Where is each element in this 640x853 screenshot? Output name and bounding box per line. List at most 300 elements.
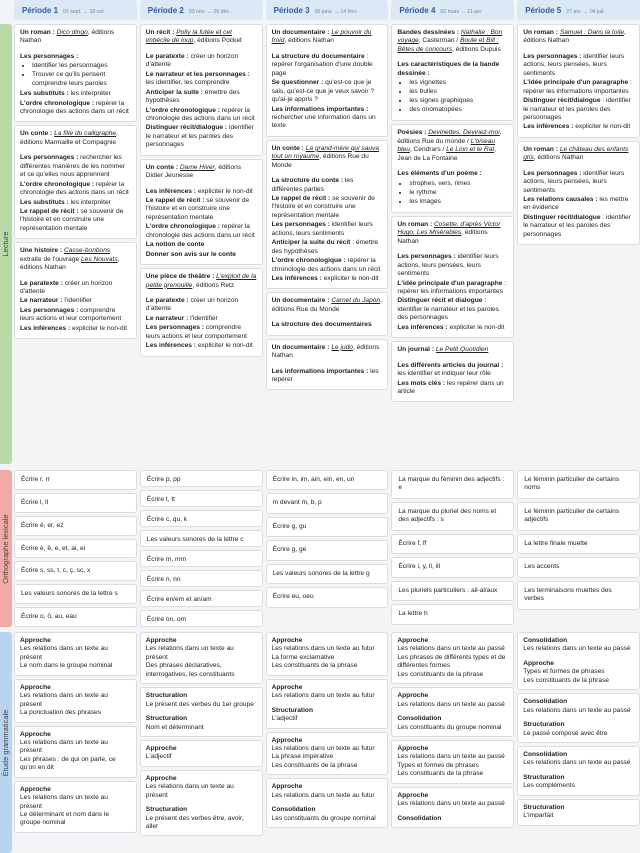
grammar-item: L'adjectif xyxy=(145,753,172,761)
spelling-card[interactable]: m devant m, b, p xyxy=(266,493,389,513)
lecture-col-4 xyxy=(391,24,514,464)
skill-label: Les inférences : xyxy=(145,342,197,350)
section-label-gram xyxy=(0,632,12,853)
spelling-card[interactable]: Écrire l, ll xyxy=(14,493,137,513)
reading-card[interactable]: Un récit : Polly la futée et cet imbécile de loup, éditions Pocket Le paratexte : créer un horizon d'attente Le narrateur et les personnages : les identifier, les comprendre Anticiper la suite : émettre des hypothèses L'ordre chronologique : repérer la chronologie des actions dans un récit Distinguer récit/dialogue : identifier le narrateur et les paroles des personnages xyxy=(140,24,263,156)
skill-text: identifier leurs actions, leurs pensées, leurs sentiments xyxy=(523,169,625,194)
skill-label: L'ordre chronologique : xyxy=(20,99,95,107)
skill-label: La structure des documentaires xyxy=(271,321,372,329)
grammar-stage: Approche xyxy=(145,637,177,644)
grammar-stage: Approche xyxy=(397,637,429,644)
skill-text: identifier leurs actions, leurs pensées, leurs sentiments xyxy=(397,253,499,278)
publisher: , éditions Rue du Monde xyxy=(271,153,369,169)
spelling-card[interactable]: Écrire in, im, ain, ein, en, un xyxy=(266,470,389,490)
grammar-stage: Consolidation xyxy=(397,715,442,723)
grammar-card[interactable] xyxy=(266,778,389,828)
skill-label: Le rappel de récit : xyxy=(271,195,331,202)
grammar-card[interactable] xyxy=(266,632,389,676)
grammar-stage: Structuration xyxy=(271,706,313,714)
skill-label: Les différents articles du journal : xyxy=(397,361,504,369)
reading-card[interactable]: Un roman : Samuel : Dans la toile, éditions Nathan Les personnages : identifier leurs actions, leurs pensées, leurs sentiments L'idée principale d'un paragraphe : repérer les informations importantes Distinguer récit/dialogue : identifier le narrateur et les paroles des personnages Les inférences : expliciter le non-dit xyxy=(517,24,640,138)
skill-text: l'identifier xyxy=(62,297,92,305)
period-dates: 27 avr. → 04 juil. xyxy=(566,9,605,15)
reading-card[interactable]: Un documentaire : Carnet du Japon, éditions Rue du Monde La structure des documentaires xyxy=(266,292,389,335)
lecture-col-5 xyxy=(517,24,640,464)
skill-text: l'identifier xyxy=(188,314,218,322)
ortho-col-4 xyxy=(391,470,514,627)
grammar-item: Les relations dans un texte au futur xyxy=(271,791,375,799)
skill-text: les identifier et indiquer leur rôle xyxy=(397,370,491,378)
section-label-text: Orthographe lexicale xyxy=(1,513,11,584)
grammar-stage: Consolidation xyxy=(523,637,568,644)
card-title: Un conte xyxy=(271,144,300,152)
publisher: , éditions Nathan xyxy=(20,29,115,45)
skill-label: Les personnages : xyxy=(20,52,79,60)
grammar-item: Les relations dans un texte au présent xyxy=(20,738,108,755)
grammar-item: La phrase impérative xyxy=(271,753,334,761)
skill-text: les mettre en évidence xyxy=(523,196,629,212)
grammar-card[interactable] xyxy=(140,632,263,684)
book-title[interactable]: Carnet du Japon xyxy=(331,297,381,305)
list-item: • les bulles xyxy=(409,88,508,96)
grammar-stage: Approche xyxy=(271,736,303,744)
skill-label: Les personnages : xyxy=(271,221,330,229)
grammar-card[interactable] xyxy=(140,687,263,737)
reading-card[interactable]: Un roman : Dico dingo, éditions Nathan Les personnages : • Identifier les personnages • Trouver ce qu'ils pensent comprendre leurs paroles Les substituts : les interpréter L'ordre chronologique : repérer la chronologie des actions dans un récit xyxy=(14,24,137,122)
skill-label: Anticiper la suite du récit xyxy=(271,239,351,247)
reading-card[interactable] xyxy=(391,24,514,121)
skill-text: expliciter le non-dit xyxy=(573,123,631,131)
book-title[interactable]: Le château des enfants gris xyxy=(523,145,629,162)
period-dates: 01 sept. → 18 oct. xyxy=(63,9,106,15)
reading-card[interactable]: Un conte : La fille du calligraphe, éditions Marmaille et Compagnie Les personnages : rechercher les différentes manières de les nommer et ce qu'elles nous apprennent L'ordre chronologique : repérer la chronologie des actions dans un récit Les substituts : les interpréter Le rappel de récit : se souvenir de l'histoire et en construire une représentation mentale xyxy=(14,125,137,239)
period-4-header[interactable] xyxy=(391,0,514,20)
grammar-card[interactable] xyxy=(14,632,137,676)
skill-label: La structure du conte : xyxy=(271,177,344,185)
spelling-card[interactable]: Écrire r, rr xyxy=(14,470,137,490)
grammar-card[interactable] xyxy=(517,632,640,690)
grammar-card[interactable] xyxy=(391,687,514,737)
skill-label: Les informations importantes : xyxy=(271,367,369,375)
spelling-card[interactable]: Écrire p, pp xyxy=(140,470,263,487)
spelling-card[interactable]: Les terminaisons muettes des verbes xyxy=(517,581,640,610)
skill-label: Se questionner : xyxy=(271,79,324,87)
grammar-item: Les relations dans un texte au présent xyxy=(20,645,108,661)
skill-label: Les informations importantes : xyxy=(271,105,369,113)
card-title: Une histoire xyxy=(20,247,59,255)
reading-card[interactable]: Un journal : Le Petit Quotidien Les différents articles du journal : les identifier et indiquer leur rôle Les mots clés : les repérer dans un article xyxy=(391,341,514,402)
reading-card[interactable]: Une pièce de théâtre : L'exploit de la petite grenouille, éditions Retz Le paratexte : créer un horizon d'attente Le narrateur : l'identifier Les personnages : comprendre leurs actions et leur comportement Les inférences : expliciter le non-dit xyxy=(140,268,263,357)
section-label-text: Lecture xyxy=(1,231,11,257)
publisher: , éditions Didier Jeunesse xyxy=(145,163,242,180)
grammar-item: Nom et déterminant xyxy=(145,723,204,731)
ortho-col-1 xyxy=(14,470,137,627)
skill-label: Les mots clés : xyxy=(397,379,446,387)
skill-label: Les caractéristiques de la bande dessinée : xyxy=(397,61,500,77)
skill-label: Le rappel de récit : xyxy=(20,207,79,215)
grammar-item: La ponctuation des phrases xyxy=(20,709,102,717)
spelling-card[interactable]: Le féminin particulier de certains adjectifs xyxy=(517,502,640,531)
grammar-card[interactable] xyxy=(517,746,640,796)
book-title[interactable]: Le pouvoir du froid xyxy=(271,29,372,45)
grammar-stage: Structuration xyxy=(523,773,565,781)
skill-label: Donner son avis sur le conte xyxy=(145,250,236,258)
grammar-item: Les relations dans un texte au futur xyxy=(271,692,375,700)
spelling-card[interactable]: Écrire eu, oeu xyxy=(266,587,389,607)
book-title[interactable]: Polly la futée et cet imbécile de loup xyxy=(145,29,232,45)
period-name: Période 5 xyxy=(525,6,562,15)
skill-label: L'ordre chronologique : xyxy=(271,257,346,265)
gram-col-1 xyxy=(14,632,137,853)
gram-col-2 xyxy=(140,632,263,853)
grammar-item: Les relations dans un texte au futur xyxy=(271,744,375,752)
book-title[interactable]: Devinettes, Devinez-moi xyxy=(428,129,500,137)
reading-card[interactable]: Un documentaire : Le judo, éditions Nathan Les informations importantes : les repérer xyxy=(266,339,389,391)
grammar-item: Les constituants de la phrase xyxy=(271,662,358,670)
spelling-card[interactable]: Écrire g, gu xyxy=(266,517,389,537)
spelling-card[interactable]: La marque du pluriel des noms et des adjectifs : s xyxy=(391,502,514,531)
skill-text: expliciter le non-dit xyxy=(447,323,505,331)
list-item: • les vignettes xyxy=(409,79,508,87)
spelling-card[interactable]: Écrire on, om xyxy=(140,610,263,627)
ortho-section xyxy=(14,470,640,627)
grammar-stage: Approche xyxy=(523,659,554,667)
list-item: • les images xyxy=(409,198,508,206)
skill-text: les identifier, les comprendre xyxy=(145,79,230,87)
skill-label: L'ordre chronologique : xyxy=(145,106,220,114)
grammar-item: Les relations dans un texte au présent xyxy=(145,783,234,799)
skill-text: expliciter le non-dit xyxy=(196,187,253,195)
period-name: Période 4 xyxy=(399,6,436,15)
grammar-stage: Approche xyxy=(20,785,51,793)
card-title: Un roman xyxy=(397,220,429,228)
reading-card[interactable]: Un conte : Dame Hiver, éditions Didier Jeunesse Les inférences : expliciter le non-dit Le rappel de récit : se souvenir de l'histoire et en construire une représentation mentale L'ordre chronologique : repérer la chronologie des actions dans un récit La notion de conte Donner son avis sur le conte xyxy=(140,159,263,265)
reading-card[interactable]: Une histoire : Casse-bonbons extraite de l'ouvrage Les Nouvats, éditions Nathan Le paratexte : créer un horizon d'attente Le narrateur : l'identifier Les personnages : comprendre leurs actions et leur comportement Les inférences : expliciter le non-dit xyxy=(14,242,137,339)
list-item: • Trouver ce qu'ils pensent comprendre leurs paroles xyxy=(32,71,131,88)
grammar-stage: Approche xyxy=(271,683,303,691)
skill-label: Les personnages : xyxy=(523,169,582,177)
book-title[interactable]: L'oiseau bleu xyxy=(397,137,496,154)
skill-text: expliciter le non-dit xyxy=(70,324,128,332)
skill-label: Anticiper la suite : xyxy=(145,88,203,96)
skill-text: : identifier le narrateur et les paroles des personnages xyxy=(523,213,631,238)
spelling-card[interactable]: Le féminin particulier de certains noms xyxy=(517,470,640,499)
gram-col-3 xyxy=(266,632,389,853)
spelling-card[interactable]: Écrire c, qu, k xyxy=(140,510,263,527)
spelling-card[interactable]: Écrire s, ss, t, c, ç, sc, x xyxy=(14,561,137,581)
card-title: Un conte xyxy=(20,130,49,138)
grammar-item: Types et formes de phrases xyxy=(523,668,605,676)
skill-label: L'idée principale d'un paragraphe xyxy=(397,279,503,287)
skill-text: se souvenir de l'histoire et en construire une représentation mentale xyxy=(20,207,124,232)
grammar-stage: Approche xyxy=(20,683,51,691)
section-label-ortho xyxy=(0,470,12,627)
grammar-stage: Approche xyxy=(271,783,303,791)
grammar-card[interactable] xyxy=(391,787,514,828)
skill-label: Le rappel de récit : xyxy=(145,197,205,204)
reading-card[interactable]: Un documentaire : Le pouvoir du froid, éditions Nathan La structure du documentaire : repérer l'organisation d'une double page Se questionner : qu'est-ce que je sais, qu'est-ce que je veux savoir ? qu'ai-je appris ? Les informations importantes : rechercher une information dans un texte xyxy=(266,24,389,137)
book-title[interactable]: Cosette, d'après Victor Hugo, Les Misérables xyxy=(397,220,501,237)
lecture-col-2 xyxy=(140,24,263,464)
skill-label: Le narrateur et les personnages : xyxy=(145,70,250,78)
reading-card[interactable] xyxy=(391,124,514,213)
grammar-stage: Structuration xyxy=(145,715,188,723)
grammar-stage: Consolidation xyxy=(523,698,568,706)
spelling-card[interactable]: Écrire f, ff xyxy=(391,534,514,554)
period-header-row xyxy=(14,0,640,20)
skill-label: L'ordre chronologique : xyxy=(20,180,95,188)
grammar-item: Les phrases : de qui on parle, ce qu'on en dit xyxy=(20,755,116,772)
spelling-card[interactable]: Écrire g, ge xyxy=(266,540,389,560)
lecture-section xyxy=(14,24,640,464)
book-title[interactable]: Casse-bonbons xyxy=(63,247,111,255)
publisher: , éditions Retz xyxy=(192,281,235,289)
grammar-item: Les relations dans un texte au passé xyxy=(523,706,631,714)
period-name: Période 2 xyxy=(147,6,184,15)
list-item: • des onomatopées xyxy=(409,106,508,114)
book-title[interactable]: Boule et Bill : Bêtes de concours xyxy=(397,37,499,53)
skill-label: La structure du documentaire xyxy=(271,52,365,60)
grammar-card[interactable] xyxy=(140,740,263,767)
skill-text: : émettre des hypothèses xyxy=(271,239,379,255)
skill-text: les repérer xyxy=(271,367,379,383)
period-1-header[interactable] xyxy=(14,0,137,20)
gram-col-4 xyxy=(391,632,514,853)
publisher: , éditions Rue du Monde xyxy=(271,297,382,313)
skill-text: : identifier le narrateur et les paroles des personnages xyxy=(523,97,631,121)
book-title[interactable]: La fille du calligraphe xyxy=(54,130,117,138)
publisher: , éditions Dupuis xyxy=(452,45,501,53)
list-item: • strophes, vers, rimes xyxy=(409,180,508,188)
skill-text: expliciter le non-dit xyxy=(196,342,253,350)
spelling-card[interactable]: La marque du féminin des adjectifs : e xyxy=(391,470,514,499)
spelling-card[interactable]: Écrire n, nn xyxy=(140,570,263,587)
grammar-stage: Approche xyxy=(145,744,177,752)
grammar-card[interactable] xyxy=(14,679,137,723)
ortho-col-3 xyxy=(266,470,389,627)
grammar-stage: Consolidation xyxy=(523,750,568,758)
skill-label: L'ordre chronologique : xyxy=(145,223,220,231)
text: extraite de l'ouvrage xyxy=(20,255,82,263)
spelling-card[interactable]: Écrire en/em et an/am xyxy=(140,590,263,607)
grammar-card[interactable] xyxy=(517,693,640,743)
grammar-item: Des phrases déclaratives, interrogatives, les constituants xyxy=(145,662,235,678)
grammar-stage: Structuration xyxy=(145,806,188,814)
ortho-col-2 xyxy=(140,470,263,627)
skill-text: qu'est-ce que je sais, qu'est-ce que je veux savoir ? qu'ai-je appris ? xyxy=(271,79,375,104)
skill-label: Les personnages : xyxy=(145,324,205,332)
grammar-stage: Approche xyxy=(397,744,429,752)
skill-text: identifier le narrateur et les paroles des personnages xyxy=(145,124,254,149)
grammar-item: Les relations dans un texte au présent xyxy=(20,692,108,708)
grammar-item: Les phrases de différents types et de différentes formes xyxy=(397,653,506,670)
skill-text: se souvenir de l'histoire et en construire une représentation mentale xyxy=(145,197,250,221)
spelling-card[interactable]: Les valeurs sonores de la lettre s xyxy=(14,584,137,604)
gram-col-5 xyxy=(517,632,640,853)
section-label-text: Étude grammaticale xyxy=(1,709,11,776)
book-title[interactable]: Le judo xyxy=(331,343,353,351)
grammar-item: Le nom dans le groupe nominal xyxy=(20,662,113,670)
grammar-stage: Approche xyxy=(271,637,303,644)
period-2-header[interactable] xyxy=(140,0,263,20)
grammar-item: Le passé composé avec être xyxy=(523,729,608,737)
grammar-item: L'adjectif xyxy=(271,715,298,723)
skill-text: expliciter le non-dit xyxy=(321,274,379,282)
grammar-item: Le déterminant et nom dans le groupe nominal xyxy=(20,811,110,827)
grammar-item: Les constituants du groupe nominal xyxy=(271,814,376,822)
lecture-col-3 xyxy=(266,24,389,464)
skill-text: se souvenir de l'histoire et en construire une représentation mentale xyxy=(271,195,375,219)
skill-text: repérer la chronologie des actions dans un récit xyxy=(20,180,129,197)
period-3-header[interactable] xyxy=(266,0,389,20)
skill-label: Distinguer récit/dialogue : xyxy=(145,124,228,132)
grammar-item: Les relations dans un texte au passé xyxy=(397,800,505,808)
spelling-card[interactable]: Écrire i, y, ll, ill xyxy=(391,557,514,577)
period-name: Période 3 xyxy=(273,6,310,15)
grammar-card[interactable] xyxy=(391,740,514,784)
grammar-card[interactable] xyxy=(14,781,137,833)
reading-card[interactable]: Un conte : La grand-mère qui sauva tout un royaume, éditions Rue du Monde La structure du conte : les différentes parties Le rappel de récit : se souvenir de l'histoire et en construire une représentation mentale Les personnages : identifier leurs actions, leurs sentiments Anticiper la suite du récit : émettre des hypothèses L'ordre chronologique : repérer la chronologie des actions dans un récit Les inférences : expliciter le non-dit xyxy=(266,140,389,290)
skill-label: L'idée principale d'un paragraphe xyxy=(523,79,629,87)
publisher: , Jean de La Fontaine xyxy=(397,146,497,162)
skill-text: repérer la chronologie des actions dans un récit xyxy=(271,257,381,273)
list-item: • le rythme xyxy=(409,189,508,197)
skill-text: les interpréter xyxy=(68,90,111,98)
book-title[interactable]: L'exploit de la petite grenouille xyxy=(145,273,257,289)
skill-text: repérer la chronologie des actions dans un récit xyxy=(145,223,255,239)
skill-text: créer un horizon d'attente xyxy=(145,296,239,313)
card-title: Un roman xyxy=(523,145,554,153)
grammar-card[interactable] xyxy=(140,770,263,837)
skill-text: rechercher les différentes manières de les nommer et ce qu'elles nous apprennent xyxy=(20,154,126,179)
spelling-card[interactable]: Écrire o, ô, au, eau xyxy=(14,607,137,627)
grammar-item: Les relations dans un texte au passé xyxy=(523,645,631,653)
grammar-item: Le présent des verbes du 1er groupe xyxy=(145,700,254,708)
grammar-stage: Approche xyxy=(397,791,429,799)
card-title: Un conte xyxy=(145,163,175,171)
grammar-card[interactable] xyxy=(517,799,640,826)
grammar-item: Les constituants de la phrase xyxy=(271,761,358,769)
spelling-card[interactable]: Les valeurs sonores de la lettre c xyxy=(140,530,263,547)
spelling-card[interactable]: Écrire é, er, ez xyxy=(14,516,137,536)
reading-card[interactable]: Un roman : Cosette, d'après Victor Hugo, Les Misérables, éditions Nathan Les personnages : identifier leurs actions, leurs pensées, leurs sentiments L'idée principale d'un paragraphe : repérer les informations importantes Distinguer récit et dialogue : identifier le narrateur et les paroles des personnages Les inférences : expliciter le non-dit xyxy=(391,216,514,338)
skill-label: Le paratexte : xyxy=(20,279,63,287)
book-title[interactable]: Le Petit Quotidien xyxy=(435,346,489,354)
grammar-card[interactable] xyxy=(266,732,389,776)
grammar-stage: Structuration xyxy=(145,692,188,700)
skill-text: identifier leurs actions, leurs pensées, leurs sentiments xyxy=(523,52,625,77)
grammar-item: Les constituants du groupe nominal xyxy=(397,723,502,731)
grammar-card[interactable] xyxy=(266,679,389,729)
grammar-item: L'imparfait xyxy=(523,812,554,820)
publisher: , éditions Nathan xyxy=(20,255,120,272)
skill-text: émettre des hypothèses xyxy=(145,88,240,105)
grammar-card[interactable] xyxy=(391,632,514,684)
spelling-card[interactable]: Écrire t, tt xyxy=(140,490,263,507)
grammar-item: Les relations dans un texte au présent xyxy=(20,794,108,810)
period-dates: 02 mars → 11 avr. xyxy=(440,9,483,15)
spelling-card[interactable]: La lettre h xyxy=(391,604,514,624)
skill-text: comprendre leurs actions et leur comportement xyxy=(20,306,122,323)
book-title[interactable]: Nathalie : Bon voyage xyxy=(397,29,503,45)
grammar-item: Les relations dans un texte au présent xyxy=(145,645,234,661)
period-5-header[interactable] xyxy=(517,0,640,20)
card-title: Un roman xyxy=(20,29,51,36)
grammar-stage: Approche xyxy=(397,692,429,700)
skill-label: Les personnages : xyxy=(397,253,456,261)
grammar-card[interactable] xyxy=(14,726,137,778)
grammar-item: Types et formes de phrases xyxy=(397,761,479,769)
book-title[interactable]: Dico dingo xyxy=(56,29,88,36)
skill-label: Les inférences : xyxy=(145,187,197,195)
publisher: , éditions Nathan xyxy=(533,154,584,162)
spelling-card[interactable]: Écrire m, mm xyxy=(140,550,263,567)
grammar-item: Les relations dans un texte au passé xyxy=(397,753,505,761)
period-dates: 05 janv. → 14 févr. xyxy=(314,9,358,15)
section-label-lecture xyxy=(0,24,12,464)
list-item: • les signes graphiques xyxy=(409,97,508,105)
skill-label: Le paratexte : xyxy=(145,52,189,60)
skill-text: identifier leurs actions, leurs sentiments xyxy=(271,221,373,237)
skill-label: Le narrateur : xyxy=(145,314,189,322)
spelling-card[interactable]: Les valeurs sonores de la lettre g xyxy=(266,564,389,584)
spelling-card[interactable]: La lettre finale muette xyxy=(517,534,640,554)
skill-text: repérer la chronologie des actions dans un récit xyxy=(145,106,255,122)
skill-text: créer un horizon d'attente xyxy=(20,279,113,295)
spelling-card[interactable]: Écrire è, ê, e, et, ai, ei xyxy=(14,539,137,559)
grammar-stage: Consolidation xyxy=(397,814,442,822)
grammar-item: Les constituants de la phrase xyxy=(523,676,609,684)
period-name: Période 1 xyxy=(22,6,59,15)
skill-label: Distinguer récit/dialogue xyxy=(523,213,601,221)
card-title: Poésies : xyxy=(397,129,427,137)
text: , Cendrars / xyxy=(409,146,447,154)
skill-text: les repérer dans un article xyxy=(397,379,504,395)
grammar-item: Les relations dans un texte au passé xyxy=(397,700,505,708)
gram-section xyxy=(14,632,640,853)
skill-label: Le paratexte : xyxy=(145,296,189,304)
card-title: Un documentaire xyxy=(271,29,326,36)
ortho-col-5 xyxy=(517,470,640,627)
publisher: , éditions Nathan xyxy=(284,37,334,45)
book-title[interactable]: La grand-mère qui sauva tout un royaume xyxy=(271,144,379,161)
skill-label: Les inférences : xyxy=(271,274,322,282)
reading-card[interactable]: Un roman : Le château des enfants gris, éditions Nathan Les personnages : identifier leurs actions, leurs pensées, leurs sentiments Les relations causales : les mettre en évidence Distinguer récit/dialogue : identifier le narrateur et les paroles des personnages xyxy=(517,141,640,245)
book-title[interactable]: Les Nouvats xyxy=(81,255,118,263)
grammar-item: Les relations dans un texte au futur xyxy=(271,645,375,653)
skill-text: les interpréter xyxy=(68,198,111,206)
skill-label: Distinguer récit et dialogue xyxy=(397,297,483,305)
text: , Casterman / xyxy=(418,37,461,45)
publisher: , éditions Marmaille et Compagnie xyxy=(20,130,118,146)
spelling-card[interactable]: Les pluriels particuliers : ail-al/aux xyxy=(391,581,514,601)
card-title: Une pièce de théâtre xyxy=(145,273,211,281)
book-title[interactable]: Dame Hiver xyxy=(179,163,215,171)
book-title[interactable]: Samuel : Dans la toile xyxy=(559,29,624,36)
skill-text: : repérer l'organisation d'une double page xyxy=(271,52,373,77)
book-title[interactable]: Le Lion et le Rat xyxy=(446,146,495,154)
card-title: Un journal xyxy=(397,346,430,354)
spelling-card[interactable]: Les accents xyxy=(517,557,640,577)
grammar-item: Les relations dans un texte au passé xyxy=(523,759,631,767)
skill-label: Distinguer récit/dialogue xyxy=(523,97,601,105)
skill-label: Les personnages : xyxy=(20,154,79,162)
grammar-stage: Structuration xyxy=(523,721,565,729)
skill-label: Les inférences : xyxy=(20,324,71,332)
grammar-item: Les constituants de la phrase xyxy=(397,770,484,778)
grammar-stage: Approche xyxy=(20,637,51,644)
publisher: , éditions Nathan xyxy=(397,229,488,245)
